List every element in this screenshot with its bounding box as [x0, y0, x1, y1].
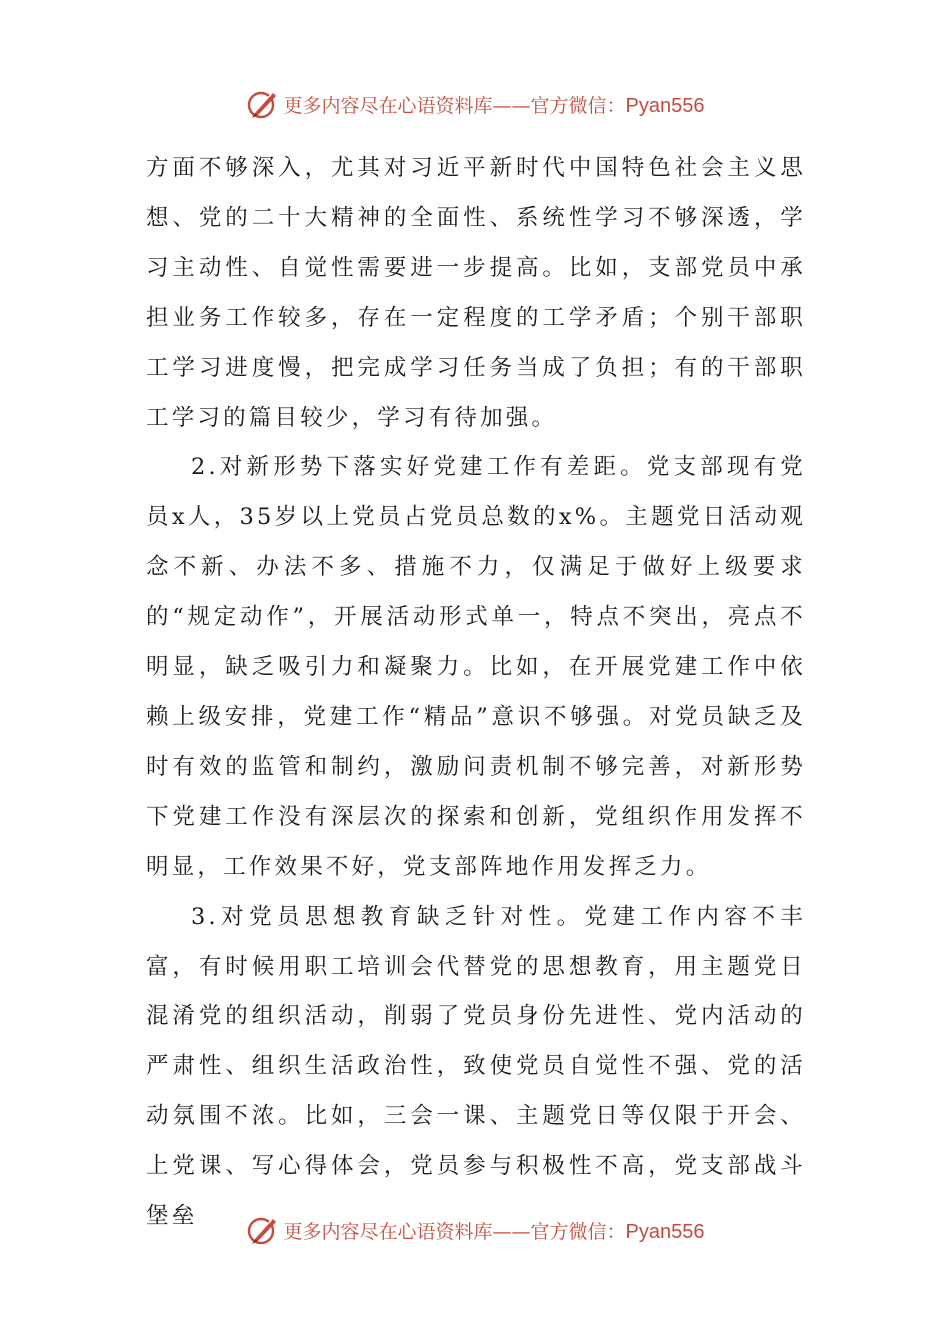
banner-wechat-id: Pyan556	[625, 94, 705, 117]
header-banner	[0, 84, 950, 124]
banner-dash: ——	[492, 94, 531, 117]
banner-site-text: 更多内容尽在心语资料库	[283, 94, 493, 117]
banner-text	[284, 1217, 705, 1244]
banner-text	[284, 91, 705, 118]
banner-wechat-label: 官方微信：	[530, 94, 626, 117]
footer-banner	[0, 1210, 950, 1250]
quill-logo-icon	[246, 1213, 280, 1247]
paragraph-point-3: 3.对党员思想教育缺乏针对性。党建工作内容不丰富，有时候用职工培训会代替党的思想教育，用主题党日混淆党的组织活动，削弱了党员身份先进性、党内活动的严肃性、组织生活政治性，致使党员自觉性不强、党的活动氛围不浓。比如，三会一课、主题党日等仅限于开会、上党课、写心得体会，党员参与积极性不高，党支部战斗堡垒	[146, 903, 806, 1230]
banner-wechat-id: Pyan556	[625, 1220, 705, 1243]
banner-site-text: 更多内容尽在心语资料库	[283, 1220, 493, 1243]
document-body	[146, 144, 806, 1242]
banner-dash: ——	[492, 1220, 531, 1243]
paragraph-point-2: 2.对新形势下落实好党建工作有差距。党支部现有党员x人，35岁以上党员占党员总数的x%。主题党日活动观念不新、办法不多、措施不力，仅满足于做好上级要求的“规定动作”，开展活动形式单一，特点不突出，亮点不明显，缺乏吸引力和凝聚力。比如，在开展党建工作中依赖上级安排，党建工作“精品”意识不够强。对党员缺乏及时有效的监管和制约，激励问责机制不够完善，对新形势下党建工作没有深层次的探索和创新，党组织作用发挥不明显，工作效果不好，党支部阵地作用发挥乏力。	[146, 454, 806, 880]
quill-logo-icon	[246, 87, 280, 121]
paragraph-continuation: 方面不够深入，尤其对习近平新时代中国特色社会主义思想、党的二十大精神的全面性、系统性学习不够深透，学习主动性、自觉性需要进一步提高。比如，支部党员中承担业务工作较多，存在一定程度的工学矛盾；个别干部职工学习进度慢，把完成学习任务当成了负担；有的干部职工学习的篇目较少，学习有待加强。	[146, 155, 806, 431]
banner-wechat-label: 官方微信：	[530, 1220, 626, 1243]
